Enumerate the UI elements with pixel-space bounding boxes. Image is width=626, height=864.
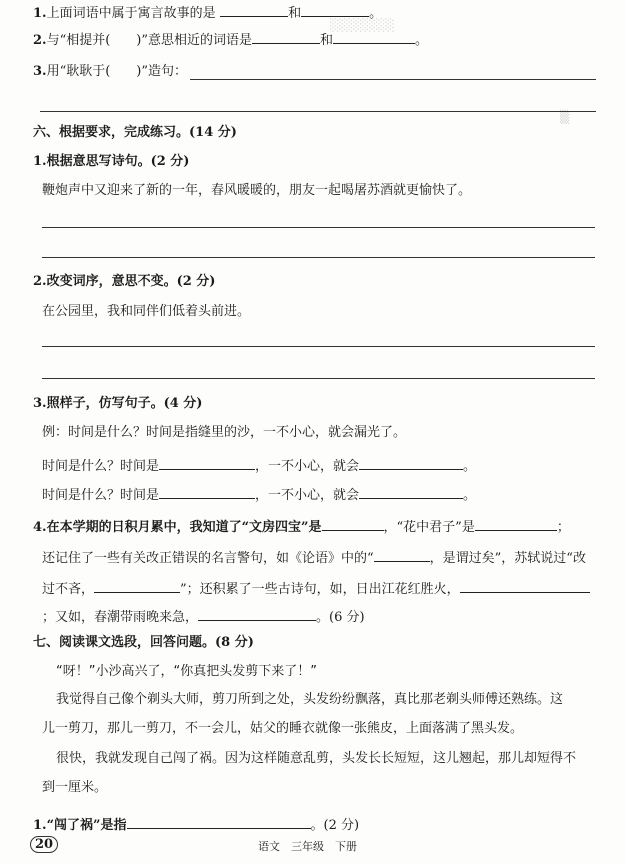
section-7-q1: 1.“闯了祸”是指 。(2 分) bbox=[33, 814, 359, 835]
section-6-q4-line-1: 4.在本学期的日积月累中，我知道了“文房四宝”是 ，“花中君子”是 ； bbox=[33, 516, 570, 537]
bleed-through-marks-right: ▒ bbox=[560, 110, 570, 124]
section-6-q3-line-a: 时间是什么？时间是 ，一不小心，就会 。 bbox=[42, 455, 476, 476]
answer-blank[interactable] bbox=[159, 455, 255, 470]
section-6-q4-line-3: 过不吝， ”；还积累了一些古诗句，如，日出江花红胜火， bbox=[42, 578, 590, 599]
answer-blank[interactable] bbox=[159, 484, 255, 499]
passage-paragraph-1: “呀！”小沙高兴了，“你真把头发剪下来了！” bbox=[56, 664, 317, 679]
question-top-3: 3.用“耿耿于( )”造句： bbox=[33, 64, 188, 79]
section-6-q1-text: 鞭炮声中又迎来了新的一年，春风暖暖的，朋友一起喝屠苏酒就更愉快了。 bbox=[42, 183, 472, 198]
answer-blank[interactable] bbox=[94, 578, 180, 593]
answer-blank[interactable] bbox=[359, 455, 463, 470]
answer-line[interactable] bbox=[190, 79, 596, 80]
answer-blank[interactable] bbox=[220, 2, 288, 17]
passage-paragraph-2a: 我觉得自己像个剃头大师，剪刀所到之处，头发纷纷飘落，真比那老剃头师傅还熟练。这 bbox=[56, 692, 564, 707]
answer-blank[interactable] bbox=[460, 578, 590, 593]
section-6-q3-example: 例：时间是什么？时间是指缝里的沙，一不小心，就会漏光了。 bbox=[42, 425, 407, 440]
section-6-q3-label: 3.照样子，仿写句子。(4 分) bbox=[33, 396, 203, 411]
passage-paragraph-3a: 很快，我就发现自己闯了祸。因为这样随意乱剪，头发长长短短，这儿翘起，那儿却短得不 bbox=[56, 751, 577, 766]
answer-line[interactable] bbox=[42, 227, 595, 228]
answer-blank[interactable] bbox=[252, 29, 320, 44]
section-6-q2-text: 在公园里，我和同伴们低着头前进。 bbox=[42, 304, 251, 319]
answer-blank[interactable] bbox=[198, 606, 316, 621]
section-6-q4-line-2: 还记住了一些有关改正错误的名言警句，如《论语》中的“ ，是谓过矣”，苏轼说过“改 bbox=[42, 547, 586, 568]
answer-blank[interactable] bbox=[301, 2, 369, 17]
answer-blank[interactable] bbox=[322, 516, 384, 531]
answer-blank[interactable] bbox=[475, 516, 557, 531]
answer-blank[interactable] bbox=[127, 814, 311, 829]
question-top-2: 2.与“相提并( )”意思相近的词语是 和 。 bbox=[33, 29, 428, 50]
section-6-q1-label: 1.根据意思写诗句。(2 分) bbox=[33, 154, 190, 169]
passage-paragraph-2b: 儿一剪刀，那儿一剪刀，不一会儿，姑父的睡衣就像一张熊皮，上面落满了黑头发。 bbox=[42, 721, 524, 736]
bleed-through-marks: ░░░░░░░ bbox=[330, 18, 395, 32]
section-6-q3-line-b: 时间是什么？时间是 ，一不小心，就会 。 bbox=[42, 484, 476, 505]
question-top-1: 1.上面词语中属于寓言故事的是 和 。 bbox=[33, 2, 382, 23]
passage-paragraph-3b: 到一厘米。 bbox=[42, 780, 108, 795]
section-6-q4-line-4: ；又如，春潮带雨晚来急， 。(6 分) bbox=[42, 606, 365, 627]
answer-line[interactable] bbox=[42, 257, 595, 258]
book-title-footer: 语文 三年级 下册 bbox=[258, 840, 357, 853]
page-number: 20 bbox=[30, 836, 58, 853]
answer-blank[interactable] bbox=[333, 29, 415, 44]
section-6-title: 六、根据要求，完成练习。(14 分) bbox=[33, 125, 237, 140]
section-6-q2-label: 2.改变词序，意思不变。(2 分) bbox=[33, 274, 216, 289]
answer-line[interactable] bbox=[40, 111, 596, 112]
section-7-title: 七、阅读课文选段，回答问题。(8 分) bbox=[33, 635, 254, 650]
answer-line[interactable] bbox=[42, 346, 595, 347]
answer-blank[interactable] bbox=[374, 547, 430, 562]
answer-blank[interactable] bbox=[359, 484, 463, 499]
answer-line[interactable] bbox=[42, 378, 595, 379]
